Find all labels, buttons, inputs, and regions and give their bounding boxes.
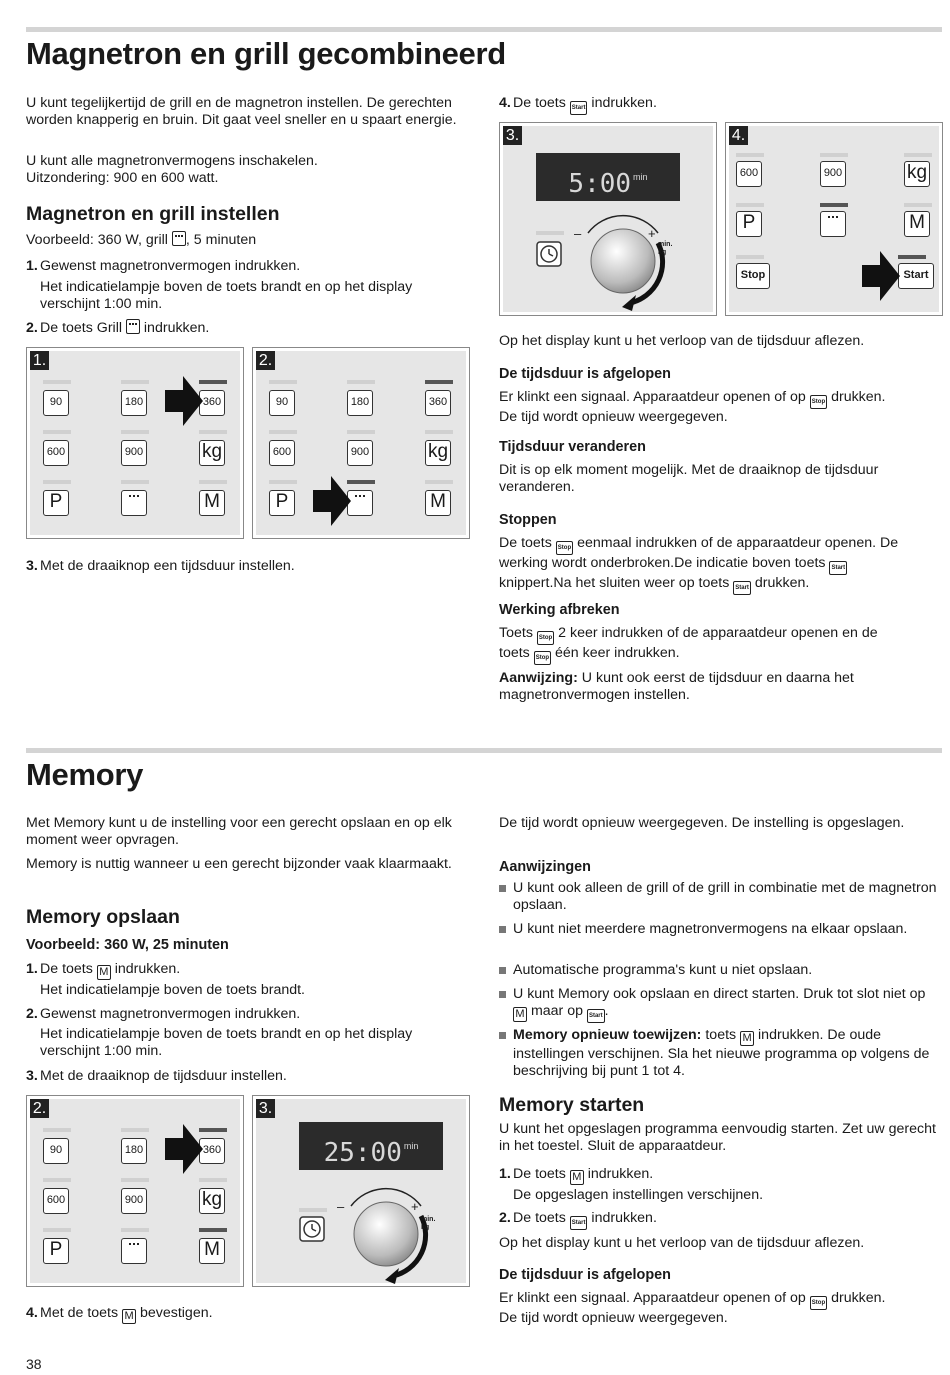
start-key-icon: Start xyxy=(733,581,751,595)
power-600-button[interactable]: 600 xyxy=(43,1188,69,1214)
knob-label: min. kg xyxy=(421,1216,436,1231)
program-p-button[interactable]: P xyxy=(269,490,295,516)
figure-panel xyxy=(252,1095,470,1287)
knob-plus-label: + xyxy=(411,1199,419,1214)
grill-button[interactable] xyxy=(121,490,147,516)
step-item: 4. Met de toets M bevestigen. xyxy=(26,1305,213,1322)
stop-key-icon: Stop xyxy=(534,651,551,665)
grill-button[interactable] xyxy=(820,211,846,237)
paragraph-heading: Aanwijzingen xyxy=(499,859,591,875)
note-list-item: Memory opnieuw toewijzen: toets M indrukken. De oude instellingen verschijnen. Sla het nieuwe programma op volgens de beschrijving bij punt 1 tot 4. xyxy=(499,1027,943,1080)
figure-panel xyxy=(26,1095,244,1287)
step-detail: Het indicatielampje boven de toets brandt. xyxy=(40,982,305,998)
time-display: 25:00 $^{min}$ xyxy=(299,1122,443,1170)
memory-key-icon: M xyxy=(740,1031,754,1046)
example-text: Voorbeeld: 360 W, grill , 5 minuten xyxy=(26,232,257,248)
power-900-button[interactable]: 900 xyxy=(347,440,373,466)
body-text: De tijd wordt opnieuw weergegeven. De instelling is opgeslagen. xyxy=(499,815,905,831)
page-number: 38 xyxy=(26,1356,42,1372)
intro-paragraph: Met Memory kunt u de instelling voor een gerecht opslaan en op elk moment weer opvragen. xyxy=(26,815,452,848)
step-item: 3. Met de draaiknop de tijdsduur instellen. xyxy=(26,1068,287,1084)
body-text: Op het display kunt u het verloop van de tijdsduur aflezen. xyxy=(499,1235,865,1251)
weight-kg-button[interactable]: kg xyxy=(199,440,225,466)
weight-kg-button[interactable]: kg xyxy=(199,1188,225,1214)
stop-key-icon: Stop xyxy=(537,631,554,645)
grill-icon xyxy=(172,231,186,246)
figure-number: 3. xyxy=(256,1099,275,1118)
program-p-button[interactable]: P xyxy=(43,490,69,516)
power-600-button[interactable]: 600 xyxy=(736,161,762,187)
step-item: 1. De toets M indrukken. xyxy=(499,1166,654,1183)
example-heading: Voorbeeld: 360 W, 25 minuten xyxy=(26,937,229,953)
note-list-item: U kunt niet meerdere magnetronvermogens na elkaar opslaan. xyxy=(499,921,943,938)
step-detail: De opgeslagen instellingen verschijnen. xyxy=(513,1187,764,1203)
paragraph-heading: De tijdsduur is afgelopen xyxy=(499,1267,671,1283)
step-item: 2. De toets Start indrukken. xyxy=(499,1210,943,1230)
power-600-button[interactable]: 600 xyxy=(43,440,69,466)
stop-key-icon: Stop xyxy=(556,541,573,555)
section-title: Magnetron en grill gecombineerd xyxy=(26,36,506,71)
paragraph-heading: Stoppen xyxy=(499,512,557,528)
note-list-item: U kunt ook alleen de grill of de grill in combinatie met de magnetron opslaan. xyxy=(499,880,943,914)
body-text: Op het display kunt u het verloop van de tijdsduur aflezen. xyxy=(499,333,865,349)
power-600-button[interactable]: 600 xyxy=(269,440,295,466)
paragraph-heading: Tijdsduur veranderen xyxy=(499,439,646,455)
stop-key-icon: Stop xyxy=(810,395,827,409)
step-item: 4. De toets Start indrukken. xyxy=(499,95,657,115)
memory-key-icon: M xyxy=(122,1309,136,1324)
memory-key-icon: M xyxy=(97,965,111,980)
memory-m-button[interactable]: M xyxy=(425,490,451,516)
clock-icon xyxy=(536,241,562,267)
power-90-button[interactable]: 90 xyxy=(43,390,69,416)
grill-icon xyxy=(127,492,141,507)
start-button[interactable]: Start xyxy=(898,263,934,289)
power-900-button[interactable]: 900 xyxy=(121,440,147,466)
power-180-button[interactable]: 180 xyxy=(347,390,373,416)
body-text: Toets Stop 2 keer indrukken of de apparaatdeur openen en de toets Stop één keer indrukken. xyxy=(499,625,943,665)
step-item: 3. Met de draaiknop een tijdsduur instellen. xyxy=(26,558,295,574)
body-text: U kunt het opgeslagen programma eenvoudig starten. Zet uw gerecht in het toestel. Sluit de apparaatdeur. xyxy=(499,1121,936,1154)
note-list-item: Automatische programma's kunt u niet opslaan. xyxy=(499,962,943,979)
figure-panel xyxy=(499,122,717,316)
intro-paragraph: Memory is nuttig wanneer u een gerecht bijzonder vaak klaarmaakt. xyxy=(26,856,452,872)
memory-key-icon: M xyxy=(513,1007,527,1022)
grill-icon xyxy=(126,319,140,334)
grill-icon xyxy=(353,492,367,507)
time-display: 5:00 $^{min}$ xyxy=(536,153,680,201)
start-key-icon: Start xyxy=(587,1009,605,1023)
step-detail: Het indicatielampje boven de toets brandt en op het display verschijnt 1:00 min. xyxy=(40,1026,413,1059)
subsection-title: Memory starten xyxy=(499,1094,645,1116)
memory-m-button[interactable]: M xyxy=(199,1238,225,1264)
intro-paragraph: U kunt tegelijkertijd de grill en de magnetron instellen. De gerechten worden knapperig en bruin. Dit gaat veel sneller en u spaart energie. xyxy=(26,95,457,128)
start-key-icon: Start xyxy=(570,1216,588,1230)
note-list-item: U kunt Memory ook opslaan en direct starten. Druk tot slot niet op M maar op Start . xyxy=(499,986,943,1023)
figure-number: 3. xyxy=(503,126,522,145)
figure-number: 1. xyxy=(30,351,49,370)
figure-number: 2. xyxy=(30,1099,49,1118)
stop-button[interactable]: Stop xyxy=(736,263,770,289)
power-90-button[interactable]: 90 xyxy=(43,1138,69,1164)
knob-label: min. kg xyxy=(658,241,673,256)
body-text: Dit is op elk moment mogelijk. Met de draaiknop de tijdsduur veranderen. xyxy=(499,462,879,495)
figure-panel xyxy=(26,347,244,539)
section-rule xyxy=(26,748,942,753)
stop-key-icon: Stop xyxy=(810,1296,827,1310)
figure-panel xyxy=(252,347,470,539)
body-text: Er klinkt een signaal. Apparaatdeur openen of op Stop drukken. De tijd wordt opnieuw weergegeven. xyxy=(499,1290,886,1326)
start-key-icon: Start xyxy=(570,101,588,115)
power-360-button[interactable]: 360 xyxy=(199,1138,225,1164)
subsection-title: Memory opslaan xyxy=(26,906,180,928)
rotary-knob-icon[interactable] xyxy=(570,203,680,313)
power-900-button[interactable]: 900 xyxy=(121,1188,147,1214)
program-p-button[interactable]: P xyxy=(43,1238,69,1264)
knob-minus-label: – xyxy=(574,226,582,241)
body-text: Er klinkt een signaal. Apparaatdeur openen of op Stop drukken. De tijd wordt opnieuw weergegeven. xyxy=(499,389,886,425)
paragraph-heading: Werking afbreken xyxy=(499,602,620,618)
step-item: 1. Gewenst magnetronvermogen indrukken. xyxy=(26,258,301,274)
weight-kg-button[interactable]: kg xyxy=(904,161,930,187)
power-180-button[interactable]: 180 xyxy=(121,390,147,416)
step-item: 1. De toets M indrukken. xyxy=(26,961,181,978)
section-rule xyxy=(26,27,942,32)
body-text: De toets Stop eenmaal indrukken of de apparaatdeur openen. De werking wordt onderbroken.De indicatie boven toets Start knippert.Na het sluiten weer op toets Start drukken. xyxy=(499,535,943,595)
pointer-arrow-icon xyxy=(862,251,902,301)
step-item: 2. Gewenst magnetronvermogen indrukken. xyxy=(26,1006,301,1022)
note-text: Aanwijzing: U kunt ook eerst de tijdsduur en daarna het magnetronvermogen instellen. xyxy=(499,670,854,703)
paragraph-heading: De tijdsduur is afgelopen xyxy=(499,366,671,382)
clock-icon xyxy=(299,1216,325,1242)
section-title: Memory xyxy=(26,757,144,792)
pointer-arrow-icon xyxy=(165,1124,205,1174)
memory-key-icon: M xyxy=(570,1170,584,1185)
power-360-button[interactable]: 360 xyxy=(425,390,451,416)
figure-panel xyxy=(725,122,943,316)
pointer-arrow-icon xyxy=(313,476,353,526)
grill-icon xyxy=(127,1240,141,1255)
grill-icon xyxy=(826,213,840,228)
subsection-title: Magnetron en grill instellen xyxy=(26,203,280,225)
power-900-button[interactable]: 900 xyxy=(820,161,846,187)
figure-number: 4. xyxy=(729,126,748,145)
figure-number: 2. xyxy=(256,351,275,370)
grill-button[interactable] xyxy=(121,1238,147,1264)
power-360-button[interactable]: 360 xyxy=(199,390,225,416)
intro-paragraph: U kunt alle magnetronvermogens inschakelen. Uitzondering: 900 en 600 watt. xyxy=(26,153,318,186)
memory-m-button[interactable]: M xyxy=(199,490,225,516)
step-item: 2. De toets Grill indrukken. xyxy=(26,320,210,336)
power-90-button[interactable]: 90 xyxy=(269,390,295,416)
power-180-button[interactable]: 180 xyxy=(121,1138,147,1164)
start-key-icon: Start xyxy=(829,561,847,575)
knob-minus-label: – xyxy=(337,1199,345,1214)
memory-m-button[interactable]: M xyxy=(904,211,930,237)
step-detail: Het indicatielampje boven de toets brandt en op het display verschijnt 1:00 min. xyxy=(40,279,413,312)
program-p-button[interactable]: P xyxy=(736,211,762,237)
pointer-arrow-icon xyxy=(165,376,205,426)
weight-kg-button[interactable]: kg xyxy=(425,440,451,466)
knob-plus-label: + xyxy=(648,226,656,241)
